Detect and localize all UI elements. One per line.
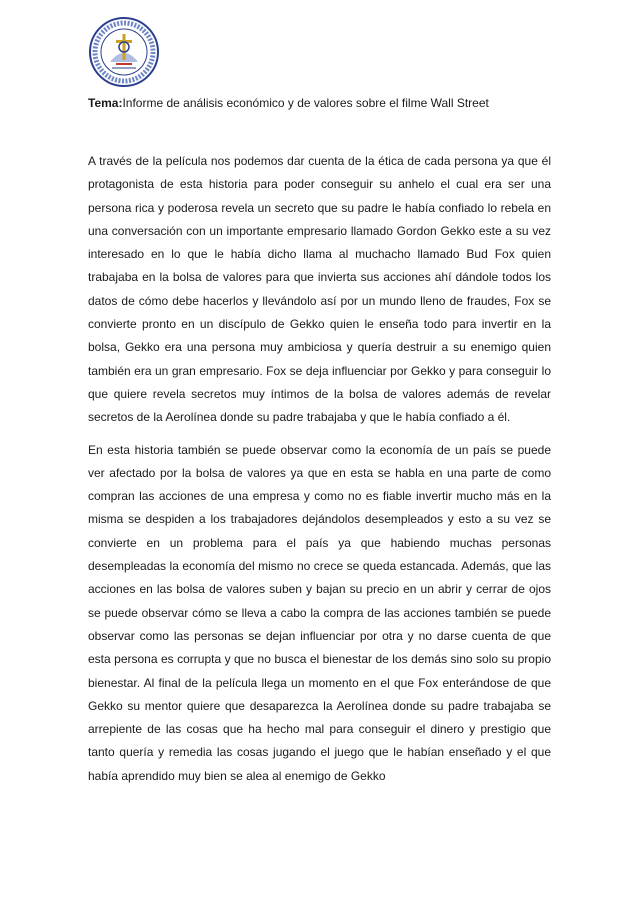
paragraph: En esta historia también se puede observar como la economía de un país se puede ver afectado por la bolsa de valores ya que en esta se habla en una parte de como compran las acciones de una empresa y como no es fiable invertir mucho más en la misma se despiden a los trabajadores dejándolos desempleados y esto a su vez se convierte en un problema para el país ya que habiendo muchas personas desempleadas la economía del mismo no crece se queda estancada. Además, que las acciones en las bolsa de valores suben y bajan su precio en un abrir y cerrar de ojos se puede observar cómo se lleva a cabo la compra de las acciones también se puede observar como las personas se dejan influenciar por otra y no darse cuenta de que esta persona es corrupta y que no busca el bienestar de los demás sino solo su propio bienestar. Al final de la película llega un momento en el que Fox enterándose de que Gekko su mentor quiere que desaparezca la Aerolínea donde su padre trabajaba se arrepiente de las cosas que ha hecho mal para conseguir el dinero y prestigio que tanto quería y remedia las cosas jugando el juego que le habían enseñado y el que había aprendido muy bien se alea al enemigo de Gekko	[88, 442, 551, 783]
document-body	[88, 150, 551, 797]
title-text: Informe de análisis económico y de valores sobre el filme Wall Street	[122, 96, 489, 110]
seal-graphic	[88, 16, 160, 88]
document-title	[88, 95, 558, 111]
title-label: Tema:	[88, 96, 123, 110]
university-seal-icon	[88, 16, 160, 88]
paragraph: A través de la película nos podemos dar cuenta de la ética de cada persona ya que él protagonista de esta historia para poder conseguir su anhelo el cual era ser una persona rica y poderosa revela un secreto que su padre le había confiado lo rebela en una conversación con un importante empresario llamado Gordon Gekko este a su vez interesado en lo que le había dicho llama al muchacho llamado Bud Fox quien trabajaba en la bolsa de valores para que invierta sus acciones ahí dándole todos los datos de cómo debe hacerlos y llevándolo así por un mundo lleno de fraudes, Fox se convierte pronto en un discípulo de Gekko quien le enseña todo para invertir en la bolsa, Gekko era una persona muy ambiciosa y quería destruir a su enemigo quien también era un gran empresario. Fox se deja influenciar por Gekko y para conseguir lo que quiere revela secretos muy íntimos de la bolsa de valores además de revelar secretos de la Aerolínea donde su padre trabajaba y que le había confiado a él.	[88, 154, 551, 425]
